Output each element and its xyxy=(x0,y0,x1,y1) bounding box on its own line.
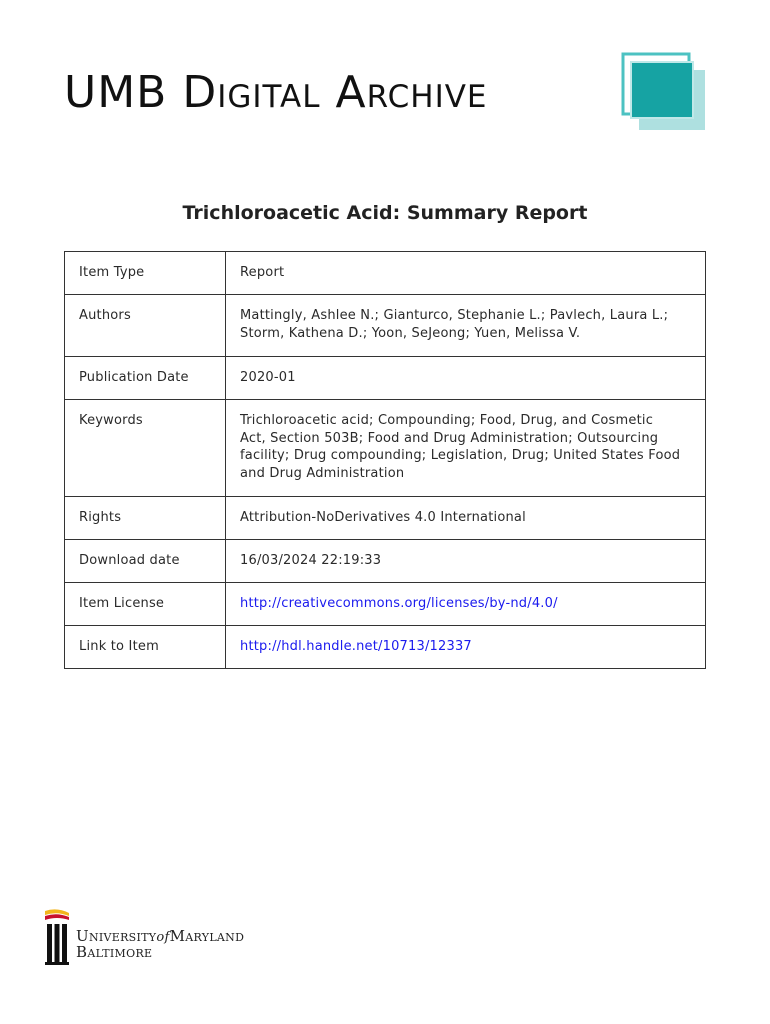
authors-line: Storm, Kathena D.; Yoon, SeJeong; Yuen, Melissa V. xyxy=(240,325,581,341)
archive-logo-icon xyxy=(621,52,709,134)
item-license-cell xyxy=(226,583,706,626)
university-of-word: of xyxy=(156,930,170,945)
item-license-link[interactable]: http://creativecommons.org/licenses/by-nd/4.0/ xyxy=(240,596,558,611)
keywords-line: and Drug Administration xyxy=(240,465,405,481)
table-row-item-type xyxy=(65,252,706,295)
publication-date-label: Publication Date xyxy=(65,357,226,400)
keywords-line: Trichloroacetic acid; Compounding; Food, Drug, and Cosmetic xyxy=(240,413,654,428)
archive-header xyxy=(64,60,714,140)
rights-value: Attribution-NoDerivatives 4.0 International xyxy=(226,497,706,540)
rights-label: Rights xyxy=(65,497,226,540)
authors-value xyxy=(226,295,706,357)
authors-line: Mattingly, Ashlee N.; Gianturco, Stephanie L.; Pavlech, Laura L.; xyxy=(240,308,669,323)
authors-label: Authors xyxy=(65,295,226,357)
university-logo xyxy=(44,908,304,968)
baltimore-word: Baltimore xyxy=(76,943,153,961)
table-row-download-date xyxy=(65,540,706,583)
archive-title: UMB Digital Archive xyxy=(64,67,488,118)
maryland-word: Maryland xyxy=(169,927,245,945)
metadata-table xyxy=(64,251,706,669)
table-row-keywords xyxy=(65,400,706,497)
table-row-publication-date xyxy=(65,357,706,400)
item-type-label: Item Type xyxy=(65,252,226,295)
document-title: Trichloroacetic Acid: Summary Report xyxy=(182,202,588,224)
table-row-item-license xyxy=(65,583,706,626)
table-row-link-to-item xyxy=(65,626,706,669)
link-to-item-label: Link to Item xyxy=(65,626,226,669)
download-date-value: 16/03/2024 22:19:33 xyxy=(226,540,706,583)
table-row-rights xyxy=(65,497,706,540)
keywords-value xyxy=(226,400,706,497)
university-name-line2 xyxy=(76,944,152,961)
item-type-value: Report xyxy=(226,252,706,295)
publication-date-value: 2020-01 xyxy=(226,357,706,400)
keywords-line: Act, Section 503B; Food and Drug Administration; Outsourcing xyxy=(240,430,659,446)
link-to-item-cell xyxy=(226,626,706,669)
link-to-item-link[interactable]: http://hdl.handle.net/10713/12337 xyxy=(240,639,472,654)
keywords-label: Keywords xyxy=(65,400,226,497)
university-crest-icon xyxy=(44,908,70,966)
university-word: University xyxy=(76,927,157,945)
keywords-line: facility; Drug compounding; Legislation, Drug; United States Food xyxy=(240,448,681,463)
download-date-label: Download date xyxy=(65,540,226,583)
table-row-authors xyxy=(65,295,706,357)
item-license-label: Item License xyxy=(65,583,226,626)
